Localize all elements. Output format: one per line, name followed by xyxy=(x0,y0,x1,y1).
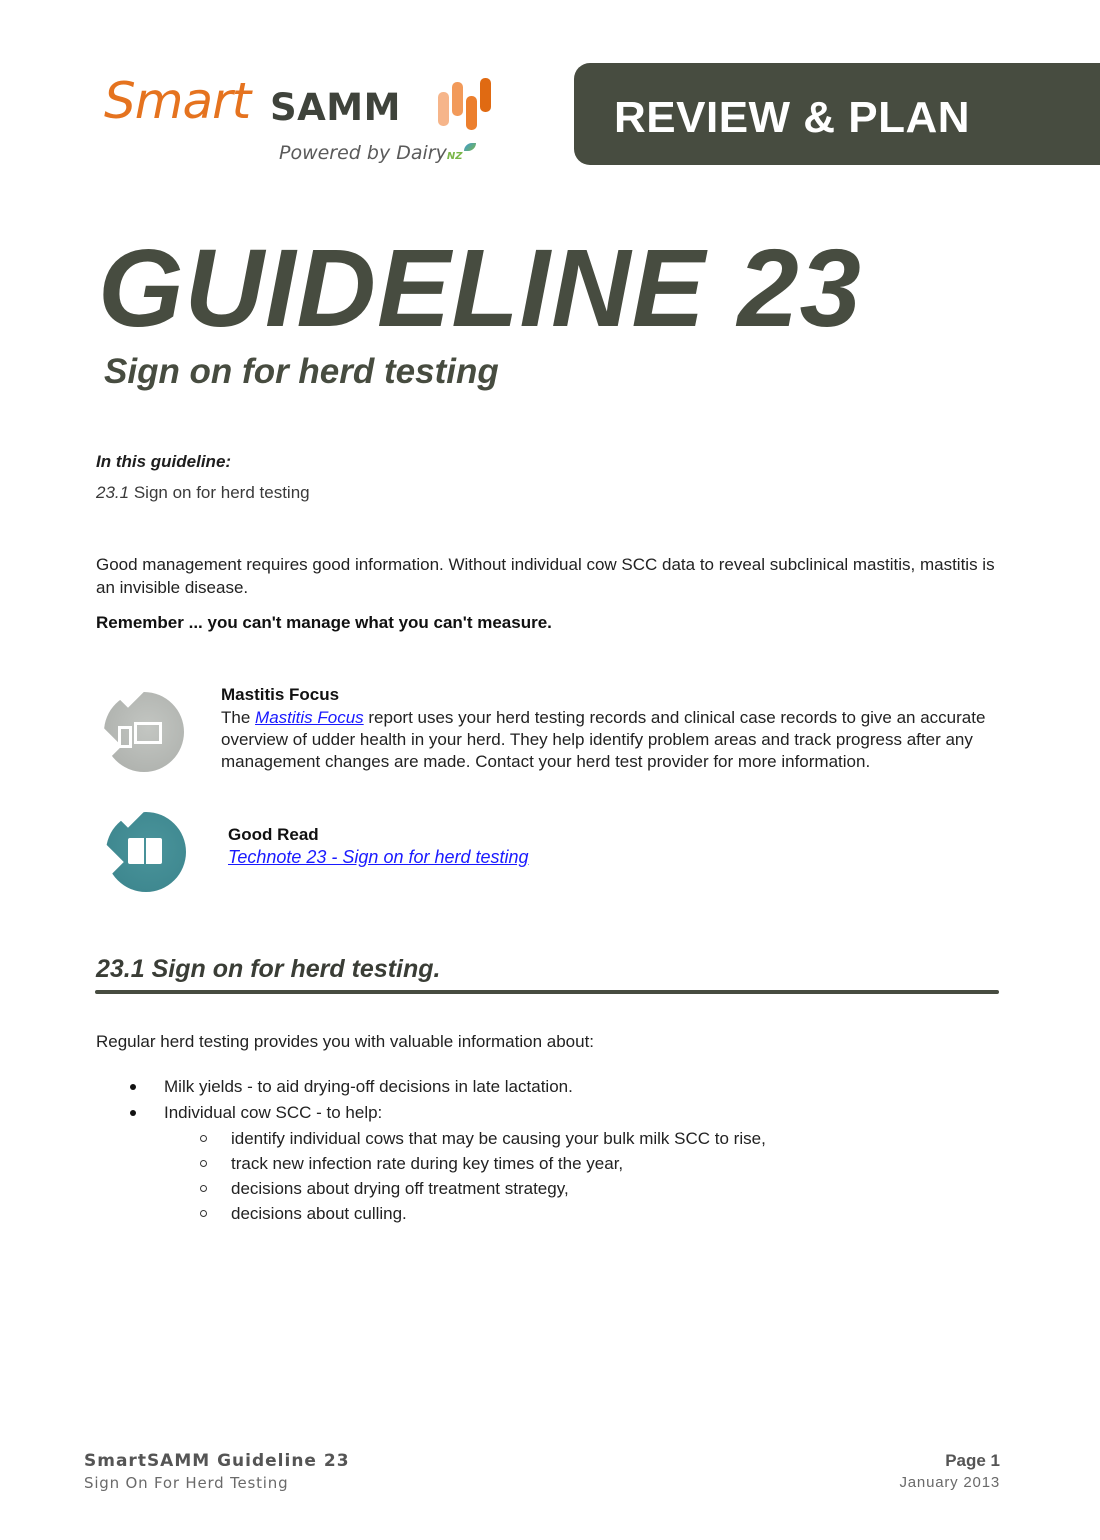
list-item: Milk yields - to aid drying-off decisions in late lactation. xyxy=(128,1074,766,1100)
toc-item-label: Sign on for herd testing xyxy=(133,483,310,502)
sub-list-item: identify individual cows that may be causing your bulk milk SCC to rise, xyxy=(200,1126,766,1151)
scc-sub-list xyxy=(200,1126,766,1226)
circle-bullet-icon xyxy=(200,1185,207,1192)
toc-label: In this guideline: xyxy=(96,452,232,471)
circle-bullet-icon xyxy=(200,1135,207,1142)
toc-item[interactable] xyxy=(96,483,310,503)
bullet-icon xyxy=(130,1084,136,1090)
footer-page-number: Page 1 xyxy=(945,1451,1000,1470)
circle-bullet-icon xyxy=(200,1210,207,1217)
section-intro: Regular herd testing provides you with valuable information about: xyxy=(96,1032,595,1051)
list-item: Individual cow SCC - to help: identify individual cows that may be causing your bulk milk SCC to rise, track new infection rate during key times of the year, decisions about drying off treatment strategy, decisions about culling. xyxy=(128,1100,766,1226)
sub-list-item: track new infection rate during key times of the year, xyxy=(200,1151,766,1176)
review-plan-banner xyxy=(574,63,1100,165)
callout-title-good-read: Good Read xyxy=(228,825,319,844)
bar-chart-logo-icon xyxy=(434,76,494,130)
book-icon xyxy=(106,812,186,892)
page-title: GUIDELINE 23 xyxy=(98,227,862,350)
mastitis-focus-link[interactable]: Mastitis Focus xyxy=(255,708,364,727)
logo-samm-text: SAMM xyxy=(270,86,401,129)
banner-label: REVIEW & PLAN xyxy=(614,93,971,142)
smartsamm-logo xyxy=(104,72,504,172)
dairynz-leaf-icon xyxy=(464,143,476,151)
toc-item-number: 23.1 xyxy=(96,483,130,502)
technote-23-link[interactable]: Technote 23 - Sign on for herd testing xyxy=(228,847,529,867)
remember-statement: Remember ... you can't manage what you can't measure. xyxy=(96,613,552,632)
callout-title-mastitis-focus: Mastitis Focus xyxy=(221,685,340,704)
powered-by-dairynz: Powered by DairyNZ xyxy=(279,142,476,164)
footer-document-title: SmartSAMM Guideline 23 xyxy=(84,1451,350,1471)
screens-icon xyxy=(104,692,184,772)
page-subtitle: Sign on for herd testing xyxy=(104,352,499,391)
circle-bullet-icon xyxy=(200,1160,207,1167)
callout-body-mastitis-focus: The Mastitis Focus report uses your herd testing records and clinical case records to give an accurate overview of udder health in your herd. They help identify problem areas and track progress after any management changes are made. Contact your herd test provider for more information. xyxy=(221,708,986,771)
sub-list-item: decisions about drying off treatment strategy, xyxy=(200,1176,766,1201)
bullet-icon xyxy=(130,1110,136,1116)
intro-paragraph: Good management requires good information. Without individual cow SCC data to reveal subclinical mastitis, mastitis is an invisible disease. xyxy=(96,555,995,597)
logo-smart-text: Smart xyxy=(104,72,251,130)
footer-date: January 2013 xyxy=(899,1474,1000,1491)
footer-document-subtitle: Sign On For Herd Testing xyxy=(84,1474,289,1492)
benefits-list xyxy=(128,1074,766,1226)
sub-list-item: decisions about culling. xyxy=(200,1201,766,1226)
section-divider xyxy=(95,990,999,994)
section-heading: 23.1 Sign on for herd testing. xyxy=(96,955,441,983)
